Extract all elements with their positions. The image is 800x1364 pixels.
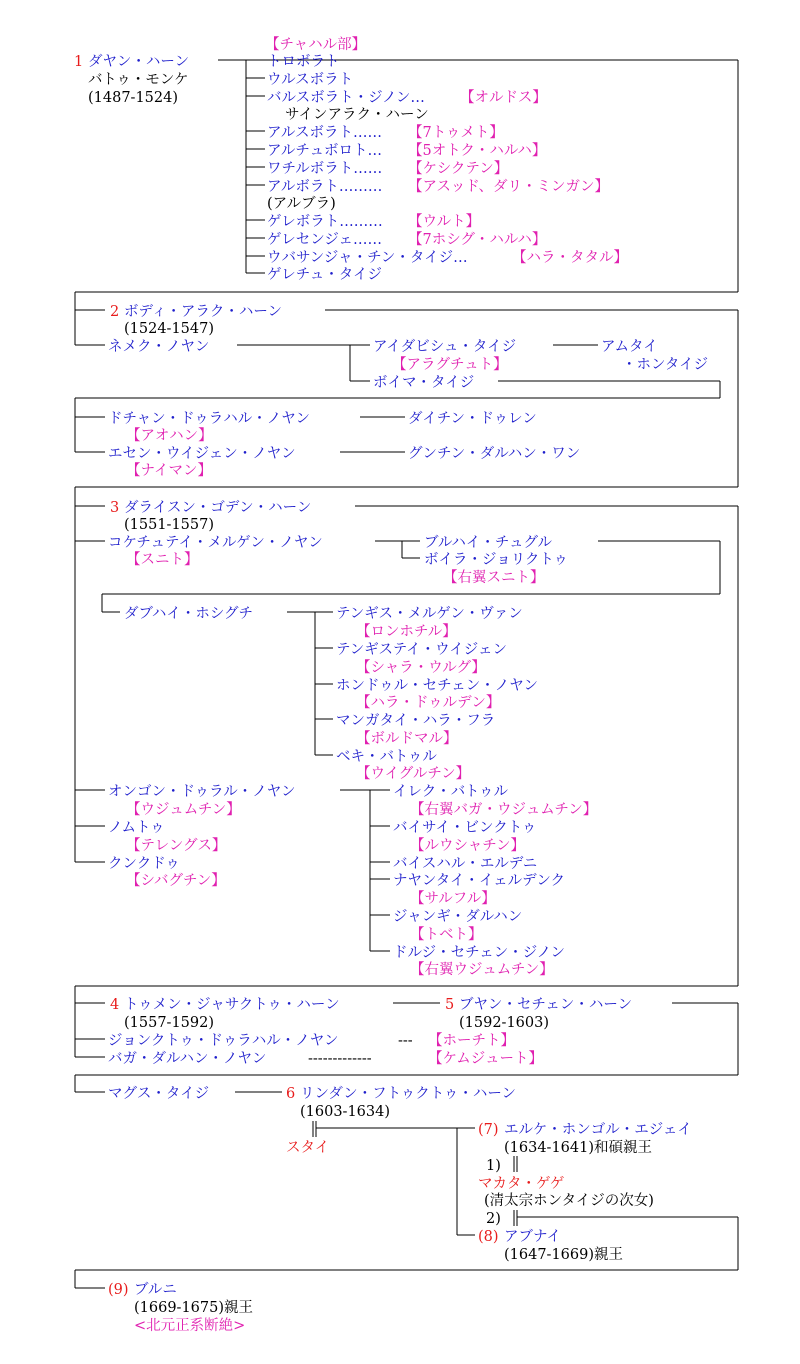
- generation-number-1: 1: [74, 54, 84, 70]
- nayantai: ナヤンタイ・イェルデンク: [393, 873, 566, 889]
- labels: [74, 36, 708, 1334]
- sutai: スタイ: [286, 1140, 330, 1156]
- tribe-uujum: 【右翼ウジュムチン】: [410, 962, 554, 978]
- gerebolat: ゲレボラト………: [267, 214, 383, 230]
- boira-jolikutu: ボイラ・ジョリクトゥ: [424, 552, 569, 568]
- dayan-khan: ダヤン・ハーン: [88, 54, 190, 70]
- sain-alak-khan: サインアラク・ハーン: [285, 107, 429, 123]
- tribe-asud: 【アスッド、ダリ・ミンガン】: [408, 179, 609, 195]
- geresenje: ゲレセンジェ……: [267, 232, 383, 248]
- amtai: アムタイ: [601, 339, 658, 355]
- daraisun-khan: ダライスン・ゴデン・ハーン: [124, 500, 312, 516]
- arbura: (アルブラ): [267, 196, 336, 212]
- tribe-shibaguchin: 【シバグチン】: [126, 873, 226, 889]
- tribe-hochit: 【ホーチト】: [428, 1033, 515, 1049]
- ireku-batul: イレク・バトゥル: [393, 784, 509, 800]
- generation-number-8: (8): [478, 1229, 499, 1245]
- baga-noyan: バガ・ダルハン・ノヤン: [108, 1051, 267, 1067]
- archubolot: アルチュボロト…: [267, 143, 382, 159]
- years-erke: (1634-1641)和碩親王: [504, 1140, 653, 1156]
- years-daraisun: (1551-1557): [124, 517, 215, 533]
- tribe-okhalha: 【5オトク・ハルハ】: [408, 143, 547, 159]
- boima-taiji: ボイマ・タイジ: [373, 375, 475, 391]
- jongkutu-noyan: ジョンクトゥ・ドゥラハル・ノヤン: [108, 1033, 339, 1049]
- tribe-keshikten: 【ケシクテン】: [408, 161, 509, 177]
- magus-taiji: マグス・タイジ: [108, 1086, 210, 1102]
- marriage-1: 1): [486, 1158, 501, 1174]
- tribe-urut: 【ウルト】: [408, 214, 481, 230]
- kokechutei-noyan: コケチュテイ・メルゲン・ノヤン: [108, 535, 323, 551]
- years-tumen: (1557-1592): [124, 1015, 215, 1031]
- tribe-chahar: 【チャハル部】: [265, 37, 367, 53]
- tribe-haratatar: 【ハラ・タタル】: [512, 250, 628, 266]
- ubasanja: ウバサンジャ・チン・タイジ…: [267, 250, 468, 266]
- years-ligdan: (1603-1634): [300, 1104, 391, 1120]
- tribe-ronhochil: 【ロンホチル】: [356, 624, 457, 640]
- kunkudu: クンクドゥ: [108, 856, 180, 872]
- tribe-haradulden: 【ハラ・ドゥルデン】: [356, 695, 501, 711]
- years-dayan: (1487-1524): [88, 90, 179, 106]
- barsbolat: バルスボラト・ジノン…: [267, 90, 425, 106]
- bodi-alak-khan: ボディ・アラク・ハーン: [124, 304, 283, 320]
- batu-monke: バトゥ・モンケ: [88, 72, 189, 88]
- years-buyan: (1592-1603): [459, 1015, 550, 1031]
- tribe-ubagaujum: 【右翼バガ・ウジュムチン】: [410, 802, 598, 818]
- abnai: アブナイ: [504, 1229, 561, 1245]
- tribe-boldomal: 【ボルドマル】: [356, 731, 458, 747]
- beki-batul: ベキ・バトゥル: [336, 749, 437, 765]
- marriage-2: 2): [486, 1211, 501, 1227]
- generation-number-4: 4: [110, 997, 120, 1013]
- tumen-khan: トゥメン・ジャサクトゥ・ハーン: [124, 997, 340, 1013]
- bulhai-chugul: ブルハイ・チュグル: [424, 535, 553, 551]
- amtai-hontaiji: ・ホンタイジ: [622, 357, 709, 373]
- dochan-noyan: ドチャン・ドゥラハル・ノヤン: [108, 411, 311, 427]
- tribe-tobet: 【トベト】: [410, 927, 483, 943]
- years-bodi: (1524-1547): [124, 321, 215, 337]
- tengistei: テンギステイ・ウイジェン: [336, 642, 507, 658]
- dabuhai-hoshigchi: ダブハイ・ホシグチ: [124, 606, 254, 622]
- generation-number-7: (7): [478, 1122, 499, 1138]
- tribe-aragchut: 【アラグチュト】: [392, 357, 508, 373]
- baisai: バイサイ・ビンクトゥ: [393, 820, 537, 836]
- generation-number-2: 2: [110, 304, 120, 320]
- mangatai: マンガタイ・ハラ・フラ: [336, 713, 496, 729]
- hondul: ホンドゥル・セチェン・ノヤン: [336, 678, 539, 694]
- janggi: ジャンギ・ダルハン: [393, 909, 523, 925]
- arbolat: アルボラト………: [267, 179, 383, 195]
- tribe-naiman: 【ナイマン】: [126, 463, 212, 479]
- aidabish-taiji: アイダビシュ・タイジ: [373, 339, 517, 355]
- wachirbolat: ワチルボラト……: [267, 161, 383, 177]
- ulsbolat: ウルスボラト: [267, 72, 354, 88]
- dorji: ドルジ・セチェン・ジノン: [393, 945, 566, 961]
- tribe-sharaulug: 【シャラ・ウルグ】: [356, 660, 486, 676]
- baishal: バイスハル・エルデニ: [393, 856, 538, 872]
- esen-noyan: エセン・ウイジェン・ノヤン: [108, 446, 296, 462]
- burni: ブルニ: [134, 1282, 177, 1298]
- tribe-7khosig: 【7ホシグ・ハルハ】: [408, 232, 547, 248]
- makata-note: (清太宗ホンタイジの次女): [484, 1193, 654, 1209]
- makata-gege: マカタ・ゲゲ: [478, 1176, 565, 1192]
- dash-jongkutu: ---: [398, 1033, 413, 1049]
- tribe-ujumchin: 【ウジュムチン】: [126, 802, 241, 818]
- ligdan-khan: リンダン・フトゥクトゥ・ハーン: [300, 1086, 517, 1102]
- dash-baga: -------------: [308, 1051, 372, 1067]
- tribe-ruushachin: 【ルウシャチン】: [410, 838, 525, 854]
- ongon-noyan: オンゴン・ドゥラル・ノヤン: [108, 784, 296, 800]
- arsbolat: アルスボラト……: [267, 125, 382, 141]
- generation-number-5: 5: [445, 997, 455, 1013]
- tribe-uigurchin: 【ウイグルチン】: [356, 766, 471, 782]
- tribe-tumet: 【7トゥメト】: [408, 125, 504, 141]
- tribe-aohan: 【アオハン】: [126, 428, 213, 444]
- erke-khongor: エルケ・ホンゴル・エジェイ: [504, 1122, 692, 1138]
- years-abnai: (1647-1669)親王: [504, 1247, 624, 1263]
- generation-number-9: (9): [108, 1282, 129, 1298]
- tribe-telengus: 【テレングス】: [126, 838, 227, 854]
- gunchin-darhan-wan: グンチン・ダルハン・ワン: [408, 446, 581, 462]
- generation-number-3: 3: [110, 500, 120, 516]
- torobolat: トロボラト: [267, 54, 340, 70]
- nemeku-noyan: ネメク・ノヤン: [108, 339, 210, 355]
- tribe-sunit: 【スニト】: [126, 552, 199, 568]
- line-extinct-note: <北元正系断絶>: [134, 1318, 246, 1334]
- buyan-khan: ブヤン・セチェン・ハーン: [459, 997, 633, 1013]
- years-burni: (1669-1675)親王: [134, 1300, 254, 1316]
- nomtu: ノムトゥ: [108, 820, 165, 836]
- gerechu: ゲレチュ・タイジ: [267, 267, 382, 283]
- tribe-ordos: 【オルドス】: [460, 90, 547, 106]
- tribe-sarful: 【サルフル】: [410, 891, 496, 907]
- daichin-duren: ダイチン・ドゥレン: [408, 411, 537, 427]
- generation-number-6: 6: [286, 1086, 296, 1102]
- tribe-usunit: 【右翼スニト】: [443, 570, 545, 586]
- tribe-kemjut: 【ケムジュート】: [428, 1051, 543, 1067]
- tengis: テンギス・メルゲン・ヴァン: [336, 606, 523, 622]
